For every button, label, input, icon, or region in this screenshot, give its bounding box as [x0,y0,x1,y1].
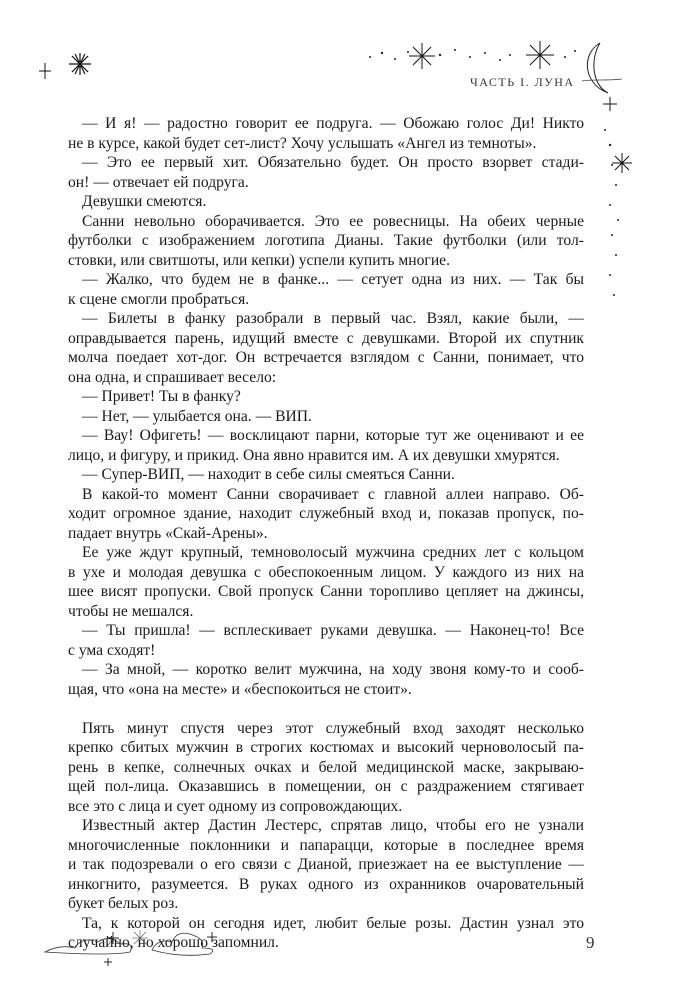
text-line: она одна, и спрашивает весело: [68,368,277,386]
paragraph [68,407,584,427]
text-line: не в курсе, какой будет сет-лист? Хочу услышать «Ангел из темноты». [68,134,537,152]
paragraph [68,660,584,699]
text-line: — И я! — радостно говорит ее подруга. — Обожаю голос Ди! Никто [82,115,584,132]
text-line: Ее уже ждут крупный, темноволосый мужчина средних лет с кольцом [82,544,584,561]
text-line: Пять минут спустя через этот служебный вход заходят несколько [82,719,584,737]
paragraph [68,192,584,212]
text-line: — За мной, — коротко велит мужчина, на ходу звоня кому-то и сооб- [82,661,584,678]
text-line: рень в кепке, солнечных очках и белой медицинской маске, закрываю- [68,758,584,776]
text-line: — Нет, — улыбается она. — ВИП. [82,407,312,425]
text-line: футболки с изображением логотипа Дианы. Такие футболки (или тол- [68,232,584,249]
paragraph [68,485,584,544]
text-line: случайно, но хорошо запомнил. [68,934,279,951]
text-line: — Вау! Офигеть! — восклицают парни, которые тут же оценивают и ее [82,427,584,444]
star-decoration-left-icon [30,45,150,95]
paragraph [68,426,584,465]
text-line: — Жалко, что будем не в фанке... — сетует одна из них. — Так бы [82,271,584,288]
text-line: В какой-то момент Санни сворачивает с главной аллеи направо. Об- [82,485,584,503]
text-line: — Билеты в фанку разобрали в первый час. Взял, какие были, — [82,310,584,327]
text-line: и так подозревали о его связи с Дианой, приезжает на ее выступление — [68,856,584,873]
text-line: лицо, и фигуру, и прикид. Она явно нравится им. А их девушки хмурятся. [68,446,560,464]
paragraph [68,816,584,914]
text-line: чтобы не мешался. [68,602,194,620]
text-line: к сцене смогли пробраться. [68,290,250,308]
paragraph [68,621,584,660]
paragraph [68,543,584,621]
paragraph [68,153,584,192]
paragraph [68,465,584,485]
text-line: щая, что «она на месте» и «беспокоиться не стоит». [68,680,412,698]
text-line: Санни невольно оборачивается. Это ее ровесницы. На обеих черные [82,212,584,230]
paragraph [68,387,584,407]
text-line: он! — отвечает ей подруга. [68,173,249,191]
text-line: — Ты пришла! — всплескивает руками девушка. — Наконец-то! Все [82,622,584,639]
text-line: — Супер-ВИП, — находит в себе силы смеяться Санни. [82,466,455,483]
page-number: 9 [586,933,595,952]
body-text [68,114,584,953]
text-line: ходит огромное здание, находит служебный вход и, показав пропуск, по- [68,505,584,522]
text-line: — Это ее первый хит. Обязательно будет. Он просто взорвет стади- [82,154,584,171]
paragraph [68,719,584,817]
text-line: оправдывается парень, идущий вместе с девушками. Второй их спутник [68,329,584,347]
clouds-decoration-icon [40,920,240,970]
text-line: все это с лица и сует одному из сопровождающих. [68,797,403,815]
text-line: Известный актер Дастин Лестерс, спрятав лицо, чтобы его не узнали [82,817,584,834]
text-line: в ухе и молодая девушка с обеспокоенным лицом. У каждого из них на [68,563,584,581]
section-break [68,699,584,719]
paragraph [68,212,584,271]
text-line: букет белых роз. [68,895,179,912]
text-line: падает внутрь «Скай-Арены». [68,524,268,542]
text-line: шее висят пропуски. Свой пропуск Санни торопливо цепляет на джинсы, [68,583,584,600]
text-line: крепко сбитых мужчин в строгих костюмах и высокий черноволосый па- [68,739,584,756]
text-line: стовки, или свитшоты, или кепки) успели купить многие. [68,251,450,269]
text-line: молча поедает хот-дог. Он встречается взглядом с Санни, понимает, что [68,349,584,366]
running-title: ЧАСТЬ I. ЛУНА [470,75,575,89]
text-line: многочисленные поклонники и папарацци, которые в последнее время [68,836,584,854]
text-line: щей пол-лица. Оказавшись в помещении, он с раздражением стягивает [68,778,584,795]
text-line: с ума сходят! [68,641,156,659]
text-line: инкогнито, разумеется. В руках одного из охранников очаровательный [68,875,584,893]
text-line: Та, к которой он сегодня идет, любит белые розы. Дастин узнал это [82,914,584,932]
paragraph [68,270,584,309]
paragraph [68,114,584,153]
paragraph [68,309,584,387]
text-line: — Привет! Ты в фанку? [82,388,241,405]
text-line: Девушки смеются. [82,193,207,210]
